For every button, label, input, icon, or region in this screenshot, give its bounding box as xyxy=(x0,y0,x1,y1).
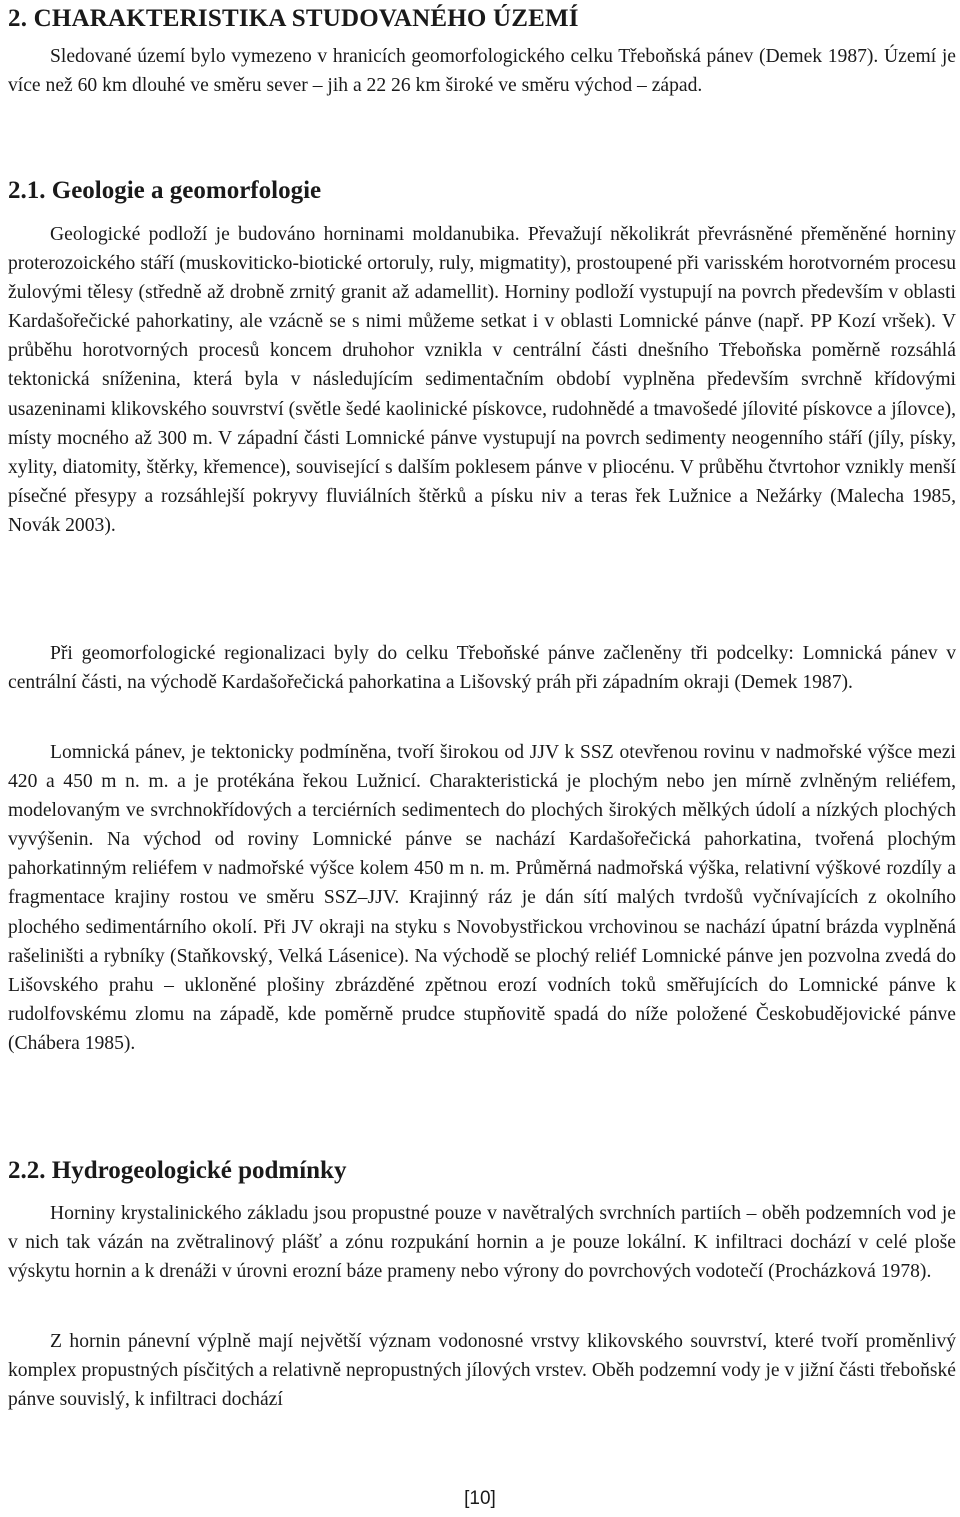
page-number: [10] xyxy=(464,1488,496,1509)
section-heading-geology xyxy=(8,174,321,208)
geology-paragraph-1: Geologické podloží je budováno horninami moldanubika. Převažují několikrát převrásněné přeměněné horniny proterozoického stáří (muskoviticko-biotické ortoruly, ruly, migmatity), prostoupené při varisském horotvorném procesu žulovými tělesy (středně až drobně zrnitý granit až adamellit). Horniny podloží vystupují na povrch především v oblasti Kardašořečické pahorkatiny, ale vzácně se s nimi můžeme setkat i v oblasti Lomnické pánve (např. PP Kozí vršek). V průběhu horotvorných procesů koncem druhohor vznikla v centrální části dnešního Třeboňska poměrně rozsáhlá tektonická sníženina, která byla v následujícím sedimentačním období vyplněna především svrchně křídovými usazeninami klikovského souvrství (světle šedé kaolinické pískovce, rudohnědé a tmavošedé jílovité pískovce a jílovce), místy mocného až 300 m. V západní části Lomnické pánve vystupují na povrch sedimenty neogenního stáří (jíly, písky, xylity, diatomity, štěrky, křemence), související s dalším poklesem pánve v pliocénu. V průběhu čtvrtohor vznikly menší písečné přesypy a rozsáhlejší pokryvy fluviálních štěrků a písku niv a teras řek Lužnice a Nežárky (Malecha 1985, Novák 2003). xyxy=(8,224,956,536)
section-number: 2.2. xyxy=(8,1157,46,1184)
section-heading-hydro xyxy=(8,1154,346,1188)
intro-paragraph: Sledované území bylo vymezeno v hranicích geomorfologického celku Třeboňská pánev (Demek 1987). Území je více než 60 km dlouhé ve směru sever – jih a 22 26 km široké ve směru východ – západ. xyxy=(8,46,956,97)
geology-paragraph-3: Lomnická pánev, je tektonicky podmíněna, tvoří širokou od JJV k SSZ otevřenou rovinu v nadmořské výšce mezi 420 a 450 m n. m. a je protékána řekou Lužnicí. Charakteristická je plochým nebo jen mírně zvlněným reliéfem, modelovaným ve svrchnokřídových a terciérních sedimentech do plochých širokých mělkých údolí a nízkých plochých vyvýšenin. Na východ od roviny Lomnické pánve se nachází Kardašořečická pahorkatina, tvořená plochým pahorkatinným reliéfem v nadmořské výšce kolem 450 m n. m. Průměrná nadmořská výška, relativní výškové rozdíly a fragmentace krajiny rostou ve směru SSZ–JJV. Krajinný ráz je dán sítí malých tvrdošů vyčnívajících z okolního plochého sedimentárního okolí. Při JV okraji na styku s Novobystřickou vrchovinou se nachází úpatní brázda vyplněná rašeliništi a rybníky (Staňkovský, Velká Lásenice). Na východě se plochý reliéf Lomnické pánve jen pozvolna zvedá do Lišovského prahu – ukloněné plošiny zbrázděné zpětnou erozí vodních toků směřujících do Lomnické pánve k rudolfovskému zlomu na západě, kde poměrně prudce stupňovitě spadá do níže položené Českobudějovické pánve (Chábera 1985). xyxy=(8,742,956,1054)
geology-paragraph-2: Při geomorfologické regionalizaci byly do celku Třeboňské pánve začleněny tři podcelky: Lomnická pánev v centrální části, na východě Kardašořečická pahorkatina a Lišovský práh při západním okraji (Demek 1987). xyxy=(8,643,956,694)
section-number: 2.1. xyxy=(8,177,46,204)
section-title: Hydrogeologické podmínky xyxy=(51,1157,347,1184)
section-title: Geologie a geomorfologie xyxy=(51,177,322,204)
chapter-title: 2. CHARAKTERISTIKA STUDOVANÉHO ÚZEMÍ xyxy=(8,5,579,32)
hydro-paragraph-2: Z hornin pánevní výplně mají největší význam vodonosné vrstvy klikovského souvrství, které tvoří proměnlivý komplex propustných písčitých a relativně nepropustných jílových vrstev. Oběh podzemní vody je v jižní části třeboňské pánve souvislý, k infiltraci dochází xyxy=(8,1331,956,1411)
hydro-paragraph-1: Horniny krystalinického základu jsou propustné pouze v navětralých svrchních partiích – oběh podzemních vod je v nich tak vázán na zvětralinový plášť a zónu rozpukání hornin a je pouze lokální. K infiltraci dochází v celé ploše výskytu hornin a k drenáži v úrovni erozní báze prameny nebo výrony do povrchových vodotečí (Procházková 1978). xyxy=(8,1203,956,1283)
